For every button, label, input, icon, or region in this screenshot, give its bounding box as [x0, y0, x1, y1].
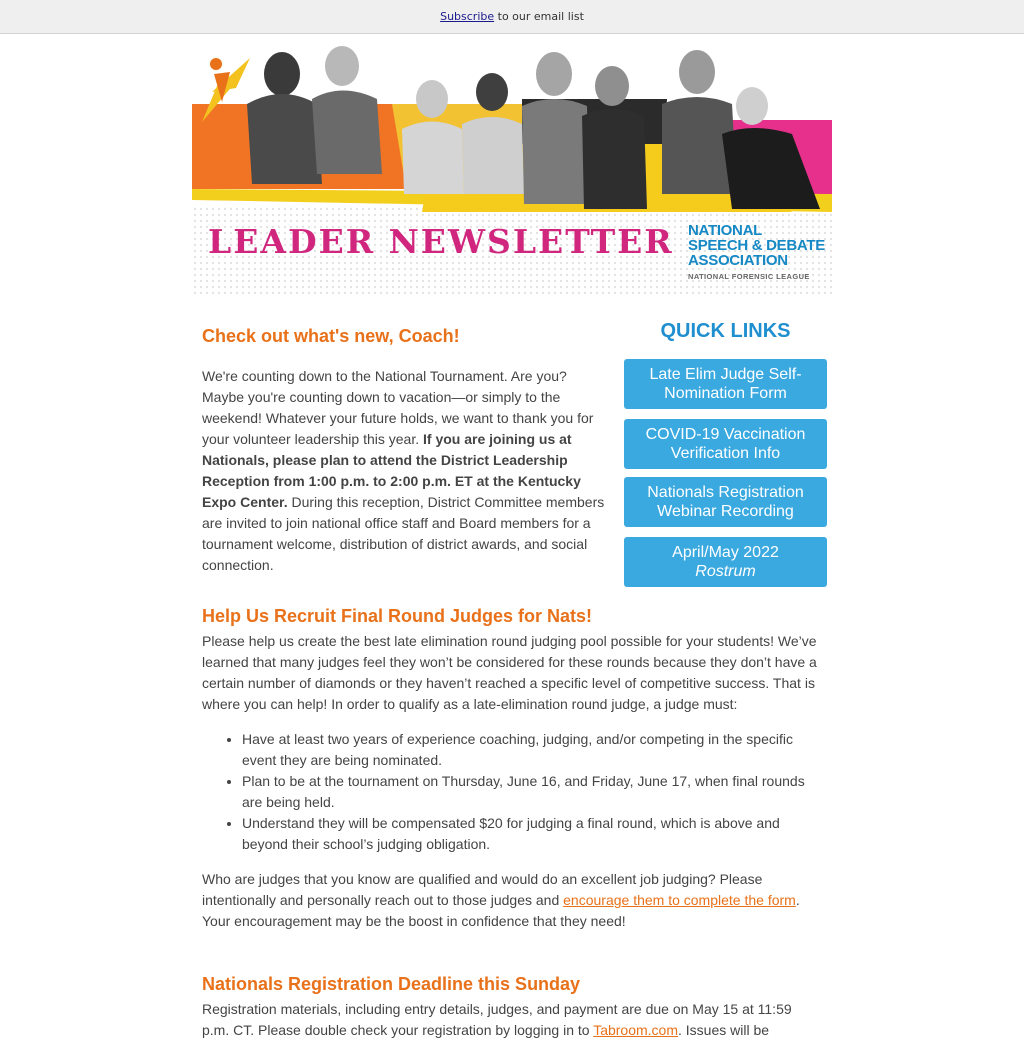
deadline-paragraph: Registration materials, including entry details, judges, and payment are due on May 15 at 11:59 p.m. CT. Please double check your registration by logging in to Tabroom.com. Issues will be — [202, 1001, 792, 1038]
recruit-paragraph: Please help us create the best late elimination round judging pool possible for your students! We’ve learned that many judges feel they won’t be considered for these rounds because they don’t have a certain number of diamonds or they haven’t reached a specific level of competitive success. That is where you can help! In order to qualify as a late-elimination round judge, a judge must: — [202, 633, 817, 712]
judge-requirements-list — [202, 729, 822, 855]
recruit-closing-paragraph: Who are judges that you know are qualified and would do an excellent job judging? Please intentionally and personally reach out to those judges and encourage them to complete the form. Your encouragement may be the boost in confidence that they need! — [202, 871, 800, 929]
intro-heading: Check out what's new, Coach! — [202, 326, 460, 346]
nomination-form-link[interactable]: encourage them to complete the form — [563, 892, 796, 908]
subscribe-bar — [0, 0, 1024, 34]
quick-link-registration-webinar-button[interactable]: Nationals Registration Webinar Recording — [624, 477, 827, 527]
list-item: • Plan to be at the tournament on Thursday, June 16, and Friday, June 17, when final rounds are being held. — [242, 771, 822, 813]
nsda-star-logo-icon — [192, 44, 372, 124]
nsda-logo-wordmark: NATIONAL SPEECH & DEBATE ASSOCIATION — [688, 222, 825, 269]
intro-section — [202, 326, 606, 576]
quick-links-panel — [624, 320, 827, 587]
newsletter-title: LEADER NEWSLETTER — [208, 222, 674, 261]
quick-link-covid-vaccination-button[interactable]: COVID-19 Vaccination Verification Info — [624, 419, 827, 469]
list-item: • Have at least two years of experience coaching, judging, and/or competing in the specific event they are being nominated. — [242, 729, 822, 771]
list-item: • Understand they will be compensated $20 for judging a final round, which is above and beyond their school’s judging obligation. — [242, 813, 822, 855]
quick-links-title: QUICK LINKS — [660, 320, 791, 342]
intro-paragraph: We're counting down to the National Tournament. Are you? Maybe you're counting down to vacation—or simply to the weekend! Whatever your future holds, we want to thank you for your volunteer leadership this year. If you are joining us at Nationals, please plan to attend the District Leadership Reception from 1:00 p.m. to 2:00 p.m. ET at the Kentucky Expo Center. During this reception, District Committee members are invited to join national office staff and Board members for a tournament welcome, distribution of district awards, and social connection. — [202, 368, 605, 573]
subscribe-link[interactable]: Subscribe — [440, 10, 495, 23]
nsda-logo-subtitle: NATIONAL FORENSIC LEAGUE — [688, 272, 810, 281]
deadline-heading: Nationals Registration Deadline this Sunday — [202, 974, 581, 994]
quick-link-rostrum-button[interactable]: April/May 2022 Rostrum — [624, 537, 827, 587]
recruit-judges-section — [202, 606, 822, 932]
tabroom-link[interactable]: Tabroom.com — [593, 1022, 678, 1038]
quick-link-judge-nomination-button[interactable]: Late Elim Judge Self- Nomination Form — [624, 359, 827, 409]
registration-deadline-section — [202, 974, 822, 1041]
recruit-heading: Help Us Recruit Final Round Judges for Nats! — [202, 606, 593, 626]
subscribe-text: to our email list — [494, 10, 584, 23]
header-banner — [192, 44, 832, 296]
newsletter-body — [192, 44, 832, 1038]
